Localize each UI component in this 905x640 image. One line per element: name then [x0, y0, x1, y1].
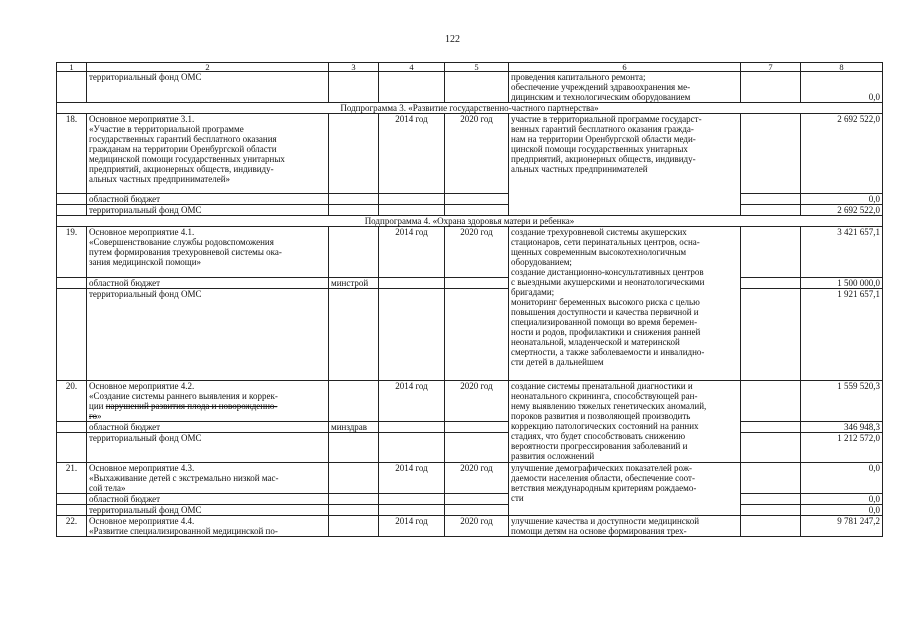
row-end: 2020 год — [445, 463, 509, 494]
executor: минздрав — [329, 422, 379, 433]
table-row — [57, 516, 883, 537]
table-row — [57, 463, 883, 494]
table-row — [57, 114, 883, 194]
subprogram-row — [57, 216, 883, 227]
table-row — [57, 289, 883, 381]
funding-amount: 2 692 522,0 — [801, 205, 883, 216]
row-result: улучшение демографических показателей рож- даемости населения области, обеспечение соот- ветствия международным критериям рождаемо- сти — [509, 463, 741, 516]
row-amount: 9 781 247,2 — [801, 516, 883, 537]
funding-label: областной бюджет — [87, 494, 329, 505]
row-end: 2020 год — [445, 516, 509, 537]
row-result: создание трехуровневой системы акушерских стационаров, сети перинатальных центров, осна- щенных современным высокотехнологичным оборудованием; создание дистанционно-консультативных центров с выездными акушерскими и неонатологическими бригадами; мониторинг беременных высокого риска с целью повышения доступности и качества первичной и специализированной помощи во время беремен- ности и родов, профилактики и снижения ранней неонатальной, младенческой и материнской смертности, а также заболеваемости и инвалидно- сти детей в дальнейшем — [509, 227, 741, 381]
row-number: 22. — [57, 516, 87, 537]
table-row — [57, 433, 883, 463]
row-start: 2014 год — [379, 381, 445, 422]
funding-amount: 1 921 657,1 — [801, 289, 883, 381]
funding-label: территориальный фонд ОМС — [87, 505, 329, 516]
subprogram-row — [57, 103, 883, 114]
funding-label: областной бюджет — [87, 422, 329, 433]
table-row — [57, 381, 883, 422]
col-header: 4 — [379, 63, 445, 72]
funding-label: областной бюджет — [87, 278, 329, 289]
table-row — [57, 494, 883, 505]
row-end: 2020 год — [445, 381, 509, 422]
row-result: участие в территориальной программе государст- венных гарантий бесплатного оказания гражда- нам на территории Оренбургской области меди- цинской помощи государственных унитарных предприятий, акционерных обществ, индивиду- альных частных предпринимателей — [509, 114, 741, 216]
funding-amount: 0,0 — [801, 505, 883, 516]
row-title: территориальный фонд ОМС — [87, 72, 329, 103]
row-end: 2020 год — [445, 114, 509, 194]
subprogram-title: Подпрограмма 3. «Развитие государственно-частного партнерства» — [57, 103, 883, 114]
col-header: 3 — [329, 63, 379, 72]
row-result: улучшение качества и доступности медицинской помощи детям на основе формирования трех- — [509, 516, 741, 537]
row-number: 21. — [57, 463, 87, 494]
funding-label: областной бюджет — [87, 194, 329, 205]
row-number: 20. — [57, 381, 87, 422]
funding-amount: 1 500 000,0 — [801, 278, 883, 289]
table-row — [57, 227, 883, 278]
row-number: 19. — [57, 227, 87, 278]
table-row — [57, 194, 883, 205]
row-amount: 0,0 — [801, 463, 883, 494]
row-start: 2014 год — [379, 463, 445, 494]
struck-text: нарушений развития плода и новорожденно- го — [89, 401, 278, 421]
funding-amount: 0,0 — [801, 194, 883, 205]
row-title: Основное мероприятие 4.1. «Совершенствование службы родовспоможения путем формирования трехуровневой системы ока- зания медицинской помощи» — [87, 227, 329, 278]
subprogram-title: Подпрограмма 4. «Охрана здоровья матери и ребенка» — [57, 216, 883, 227]
table-row — [57, 72, 883, 103]
funding-label: территориальный фонд ОМС — [87, 289, 329, 381]
funding-amount: 0,0 — [801, 494, 883, 505]
row-amount: 3 421 657,1 — [801, 227, 883, 278]
row-amount: 2 692 522,0 — [801, 114, 883, 194]
table-row — [57, 278, 883, 289]
col-header: 6 — [509, 63, 741, 72]
table-row — [57, 422, 883, 433]
col-header: 7 — [741, 63, 801, 72]
row-title: Основное мероприятие 3.1. «Участие в территориальной программе государственных гарантий бесплатного оказания гражданам на территории Оренбургской области медицинской помощи государственных унитарных предприятий, акционерных обществ, индивиду- альных частных предпринимателей» — [87, 114, 329, 194]
row-amount: 0,0 — [801, 72, 883, 103]
col-header: 8 — [801, 63, 883, 72]
funding-label: территориальный фонд ОМС — [87, 433, 329, 463]
funding-label: территориальный фонд ОМС — [87, 205, 329, 216]
program-table — [56, 62, 883, 537]
table-row — [57, 505, 883, 516]
funding-amount: 1 212 572,0 — [801, 433, 883, 463]
row-result: создание системы пренатальной диагностики и неонатального скрининга, способствующей ран- нему выявлению тяжелых генетических аномалий, пороков развития и позволяющей производить коррекцию патологических состояний на ранних стадиях, что будет способствовать снижению вероятности прогрессирования заболеваний и развития осложнений — [509, 381, 741, 463]
row-title: Основное мероприятие 4.4. «Развитие специализированной медицинской по- — [87, 516, 329, 537]
funding-amount: 346 948,3 — [801, 422, 883, 433]
header-row — [57, 63, 883, 72]
executor: минстрой — [329, 278, 379, 289]
col-header: 2 — [87, 63, 329, 72]
row-start: 2014 год — [379, 227, 445, 278]
row-title: Основное мероприятие 4.2. «Создание системы раннего выявления и коррек- ции нарушений развития плода и новорожденно- го» — [87, 381, 329, 422]
row-title: Основное мероприятие 4.3. «Выхаживание детей с экстремально низкой мас- сой тела» — [87, 463, 329, 494]
page-number: 122 — [445, 34, 460, 45]
row-start: 2014 год — [379, 516, 445, 537]
col-header: 5 — [445, 63, 509, 72]
row-result: проведения капитального ремонта; обеспечение учреждений здравоохранения ме- дицинским и технологическим оборудованием — [509, 72, 741, 103]
row-end: 2020 год — [445, 227, 509, 278]
row-start: 2014 год — [379, 114, 445, 194]
row-number: 18. — [57, 114, 87, 194]
table-row — [57, 205, 883, 216]
col-header: 1 — [57, 63, 87, 72]
row-amount: 1 559 520,3 — [801, 381, 883, 422]
